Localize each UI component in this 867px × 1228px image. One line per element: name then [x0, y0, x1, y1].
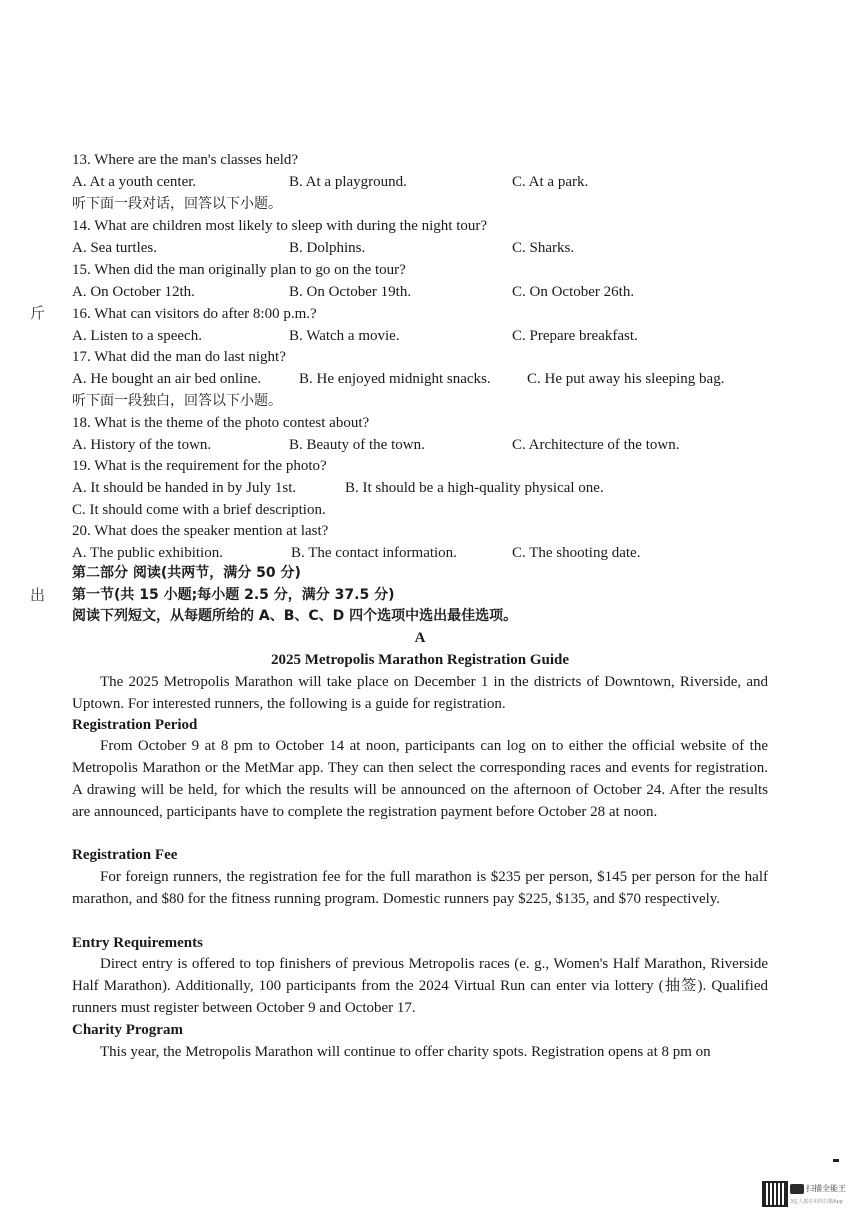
option-b: B. He enjoyed midnight snacks.	[299, 371, 491, 387]
option-b: B. It should be a high-quality physical one.	[345, 480, 604, 496]
part-two-title: 第二部分 阅读(共两节，满分 50 分)	[72, 565, 301, 581]
option-a: A. It should be handed in by July 1st.	[72, 480, 297, 496]
question-13: 13. Where are the man's classes held?	[72, 152, 299, 168]
option-b: B. Beauty of the town.	[289, 437, 425, 453]
option-b: B. At a playground.	[289, 174, 407, 190]
paragraph-registration-period: From October 9 at 8 pm to October 14 at noon, participants can log on to either the official website of the Metropolis Marathon or the MetMar app. They can then select the corresponding races and events for registration. A drawing will be held, for which the results will be announced on the afternoon of October 24. After the results are announced, participants have to complete the registration payment before October 28 at noon.	[72, 738, 768, 820]
dialogue-instruction: 听下面一段对话，回答以下小题。	[72, 196, 282, 212]
paragraph-entry-requirements: Direct entry is offered to top finishers of previous Metropolis races (e. g., Women's Half Marathon, Riverside Half Marathon). Additionally, 100 participants from the 2024 Virtual Run can enter via lottery (抽签). Qualified runners must register between October 9 and October 17.	[72, 956, 768, 1016]
options-14	[72, 238, 768, 258]
option-c: C. On October 26th.	[512, 284, 635, 300]
question-19: 19. What is the requirement for the photo?	[72, 458, 327, 474]
paragraph-charity-program: This year, the Metropolis Marathon will continue to offer charity spots. Registration opens at 8 pm on	[100, 1044, 711, 1060]
margin-mark: 斤	[30, 304, 46, 322]
option-a: A. Listen to a speech.	[72, 328, 202, 344]
options-20	[72, 543, 768, 563]
option-a: A. History of the town.	[72, 437, 212, 453]
passage-letter: A	[414, 630, 426, 646]
heading-charity-program: Charity Program	[72, 1022, 183, 1038]
option-b: B. On October 19th.	[289, 284, 412, 300]
passage-title: 2025 Metropolis Marathon Registration Guide	[270, 652, 570, 668]
option-a: A. On October 12th.	[72, 284, 195, 300]
option-c: C. At a park.	[512, 174, 589, 190]
heading-registration-period: Registration Period	[72, 717, 198, 733]
question-16: 16. What can visitors do after 8:00 p.m.?	[72, 306, 317, 322]
option-a: A. Sea turtles.	[72, 240, 157, 256]
question-14: 14. What are children most likely to sleep with during the night tour?	[72, 218, 488, 234]
option-c: C. He put away his sleeping bag.	[527, 371, 725, 387]
monologue-instruction: 听下面一段独白，回答以下小题。	[72, 393, 282, 409]
question-18: 18. What is the theme of the photo contest about?	[72, 415, 370, 431]
option-b: B. Watch a movie.	[289, 328, 400, 344]
options-18	[72, 435, 768, 455]
heading-registration-fee: Registration Fee	[72, 847, 178, 863]
question-17: 17. What did the man do last night?	[72, 349, 286, 365]
qr-code-icon	[762, 1181, 788, 1207]
scanner-tagline: 3亿人都在用的扫描App	[790, 1199, 843, 1205]
corner-mark	[833, 1159, 839, 1162]
option-c: C. Architecture of the town.	[512, 437, 680, 453]
heading-entry-requirements: Entry Requirements	[72, 935, 203, 951]
option-b: B. Dolphins.	[289, 240, 366, 256]
question-15: 15. When did the man originally plan to go on the tour?	[72, 262, 406, 278]
option-c: C. Sharks.	[512, 240, 575, 256]
option-a: A. At a youth center.	[72, 174, 197, 190]
options-17	[72, 369, 768, 389]
option-a: A. He bought an air bed online.	[72, 371, 262, 387]
option-c: C. It should come with a brief description.	[72, 502, 326, 518]
options-13	[72, 172, 768, 192]
passage-intro: The 2025 Metropolis Marathon will take place on December 1 in the districts of Downtown, Riverside, and Uptown. For interested runners, the following is a guide for registration.	[72, 674, 768, 712]
options-19-ab	[72, 478, 768, 498]
scanner-name: 扫描全能王	[806, 1184, 846, 1193]
reading-instruction: 阅读下列短文，从每题所给的 A、B、C、D 四个选项中选出最佳选项。	[72, 608, 518, 624]
option-c: C. The shooting date.	[512, 545, 641, 561]
section-one-title: 第一节(共 15 小题;每小题 2.5 分，满分 37.5 分)	[72, 587, 395, 603]
paragraph-registration-fee: For foreign runners, the registration fee for the full marathon is $235 per person, $145 per person for the half marathon, and $80 for the fitness running program. Domestic runners pay $225, $135, and $70 respectively.	[72, 869, 768, 907]
options-16	[72, 326, 768, 346]
option-a: A. The public exhibition.	[72, 545, 223, 561]
margin-mark: 出	[30, 586, 46, 604]
options-15	[72, 282, 768, 302]
question-20: 20. What does the speaker mention at last?	[72, 523, 329, 539]
option-b: B. The contact information.	[291, 545, 457, 561]
scanner-logo-icon	[790, 1184, 804, 1194]
option-c: C. Prepare breakfast.	[512, 328, 638, 344]
